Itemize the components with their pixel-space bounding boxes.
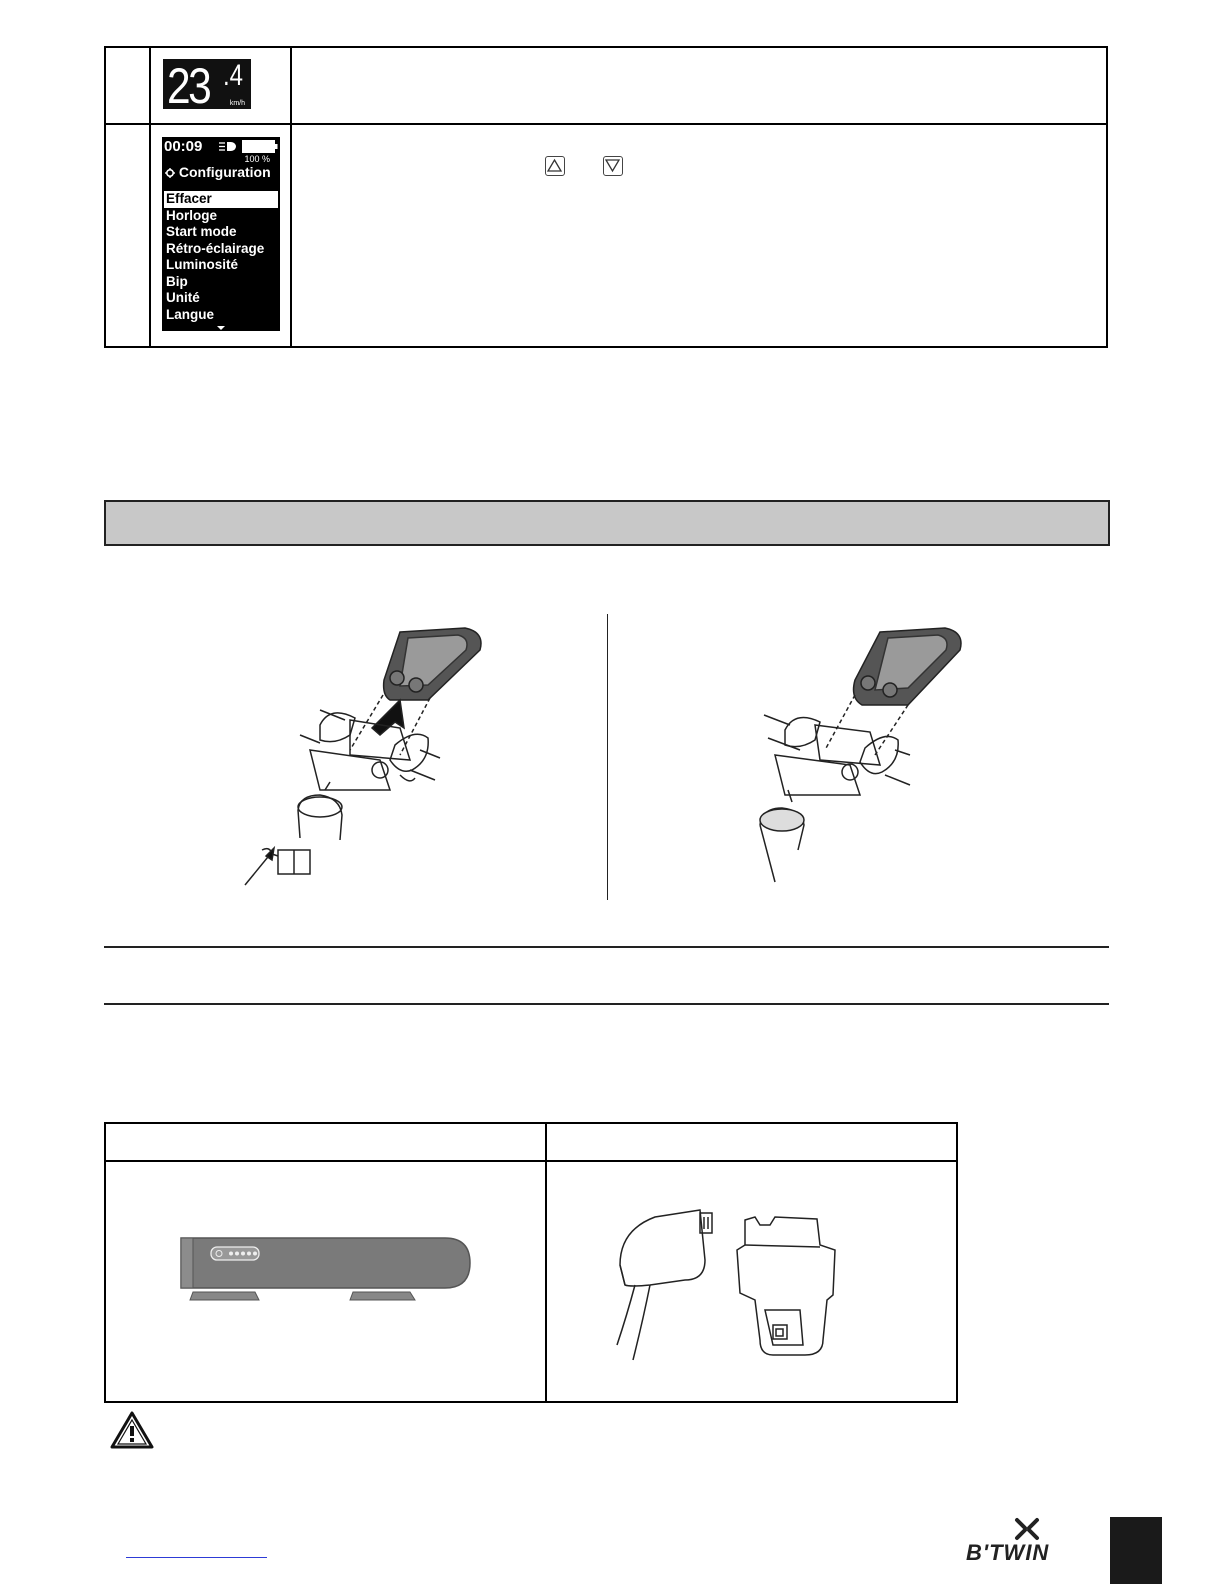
headlight-icon [218,141,238,152]
menu-item-effacer[interactable]: Effacer [164,191,278,208]
battery-percent: 100 % [244,154,270,164]
down-arrow-button-icon [603,156,623,176]
menu-item-luminosite[interactable]: Luminosité [166,257,239,272]
battery-illustration [175,1230,480,1305]
table-divider [545,1124,547,1401]
speed-value: 23 [167,58,210,114]
menu-item-start-mode[interactable]: Start mode [166,224,237,239]
link-underline[interactable] [126,1557,267,1558]
btwin-logo-text: B'TWIN [966,1540,1050,1565]
display-mounting-illustration-right [740,610,980,890]
section-header-bar [104,500,1110,546]
speed-decimal: .4 [223,59,244,92]
menu-item-langue[interactable]: Langue [166,306,215,322]
charger-illustration [605,1205,845,1365]
configuration-screen [162,137,280,331]
table-divider [149,48,151,346]
illustration-divider [607,614,608,900]
warning-icon [110,1411,154,1449]
menu-item-bip[interactable]: Bip [166,273,188,289]
settings-menu [164,191,278,323]
gear-icon [165,168,175,178]
speed-unit: km/h [229,100,245,107]
section-rule-top [104,946,1109,948]
speed-display [163,58,251,114]
table-divider [290,48,292,346]
table-divider [106,1160,956,1162]
clock-time: 00:09 [164,138,203,155]
screen-title-label: Configuration [178,164,271,180]
scroll-down-indicator-icon [217,326,225,330]
battery-icon [242,140,278,153]
section-rule-bottom [104,1003,1109,1005]
screen-title [165,164,271,180]
up-arrow-button-icon [545,156,565,176]
btwin-logo-icon [1014,1517,1040,1541]
table-divider [106,123,1106,125]
menu-item-unite[interactable]: Unité [166,290,200,305]
menu-item-horloge[interactable]: Horloge [166,207,218,223]
menu-item-retro-eclairage[interactable]: Rétro-éclairage [166,240,265,256]
page-number-box [1110,1517,1162,1584]
display-mounting-illustration-left [200,610,520,900]
